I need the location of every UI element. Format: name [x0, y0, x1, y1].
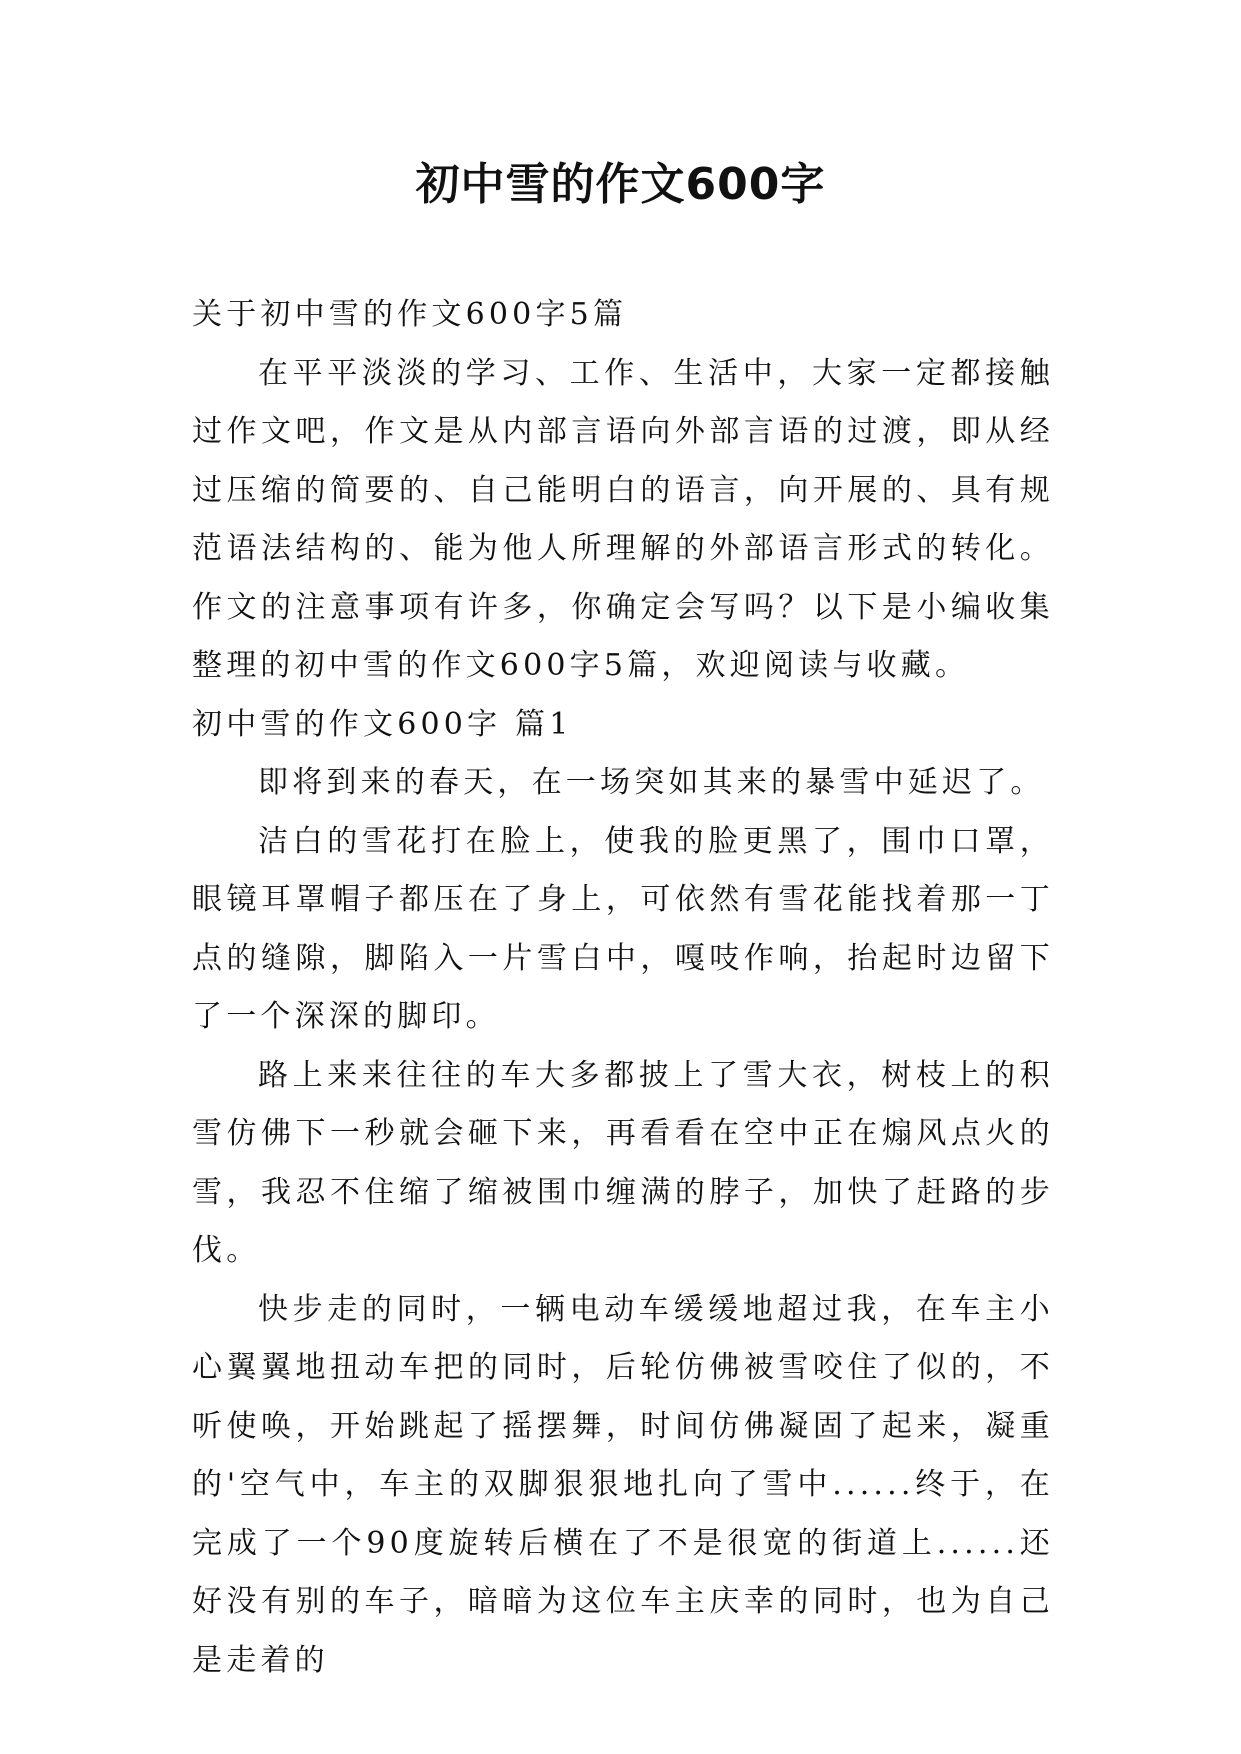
body-paragraph: 快步走的同时，一辆电动车缓缓地超过我，在车主小心翼翼地扭动车把的同时，后轮仿佛被雪咬住了似的，不听使唤，开始跳起了摇摆舞，时间仿佛凝固了起来，凝重的'空气中，车主的双脚狠狠地扎向了雪中......终于，在完成了一个90度旋转后横在了不是很宽的街道上......还好没有别的车子，暗暗为这位车主庆幸的同时，也为自己是走着的	[192, 1291, 1054, 1678]
body-paragraph: 即将到来的春天，在一场突如其来的暴雪中延迟了。	[258, 765, 1045, 800]
section-heading: 初中雪的作文600字 篇1	[192, 706, 573, 742]
body-paragraph: 路上来来往往的车大多都披上了雪大衣，树枝上的积雪仿佛下一秒就会砸下来，再看看在空中正在煽风点火的雪，我忍不住缩了缩被围巾缠满的脖子，加快了赶路的步伐。	[192, 1057, 1054, 1268]
document-title: 初中雪的作文600字	[415, 159, 826, 210]
intro-paragraph: 在平平淡淡的学习、工作、生活中，大家一定都接触过作文吧，作文是从内部言语向外部言语的过渡，即从经过压缩的简要的、自己能明白的语言，向开展的、具有规范语法结构的、能为他人所理解的外部语言形式的转化。作文的注意事项有许多，你确定会写吗？以下是小编收集整理的初中雪的作文600字5篇，欢迎阅读与收藏。	[192, 355, 1054, 683]
body-paragraph: 洁白的雪花打在脸上，使我的脸更黑了，围巾口罩，眼镜耳罩帽子都压在了身上，可依然有雪花能找着那一丁点的缝隙，脚陷入一片雪白中，嘎吱作响，抬起时边留下了一个深深的脚印。	[192, 823, 1054, 1034]
section-heading: 关于初中雪的作文600字5篇	[192, 297, 628, 332]
document-body	[192, 286, 1054, 1690]
